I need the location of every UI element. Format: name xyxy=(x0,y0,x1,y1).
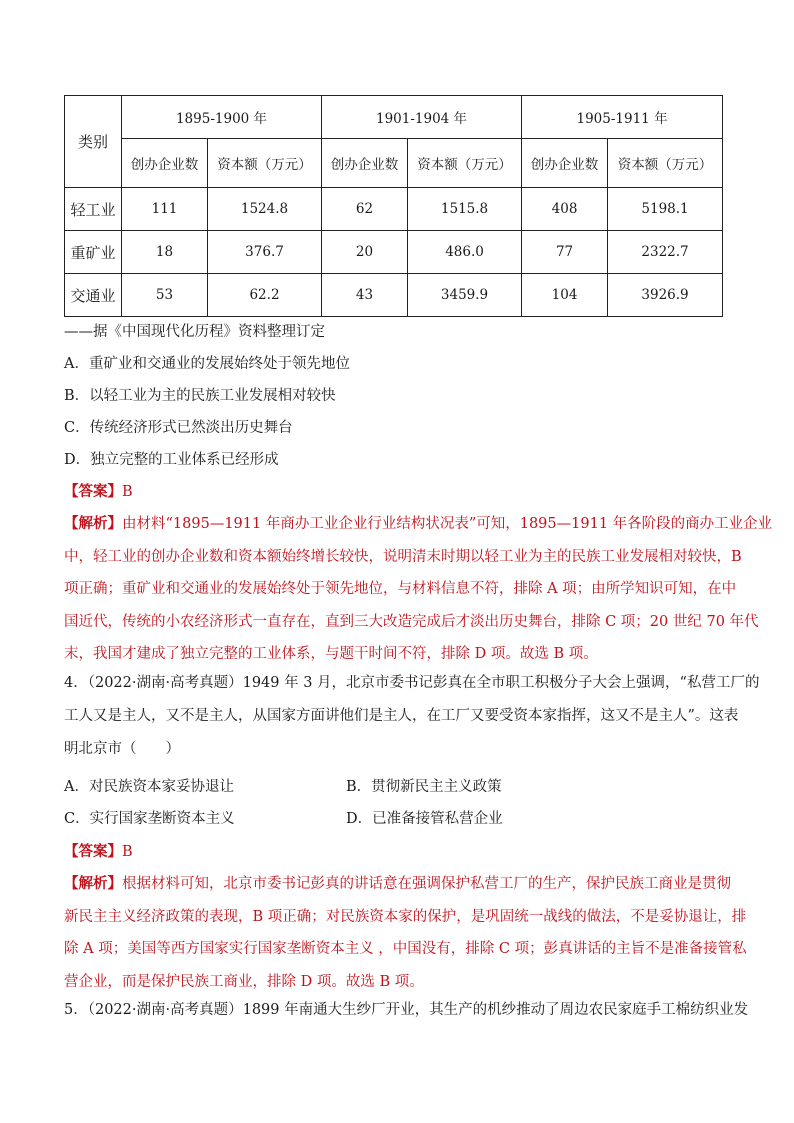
table-cell: 1524.8 xyxy=(208,188,322,231)
analysis-line: 中，轻工业的创办企业数和资本额始终增长较快，说明清末时期以轻工业为主的民族工业发展相对较快，B xyxy=(64,548,742,565)
table-cell: 20 xyxy=(322,231,408,274)
analysis-tag: 【解析】 xyxy=(64,875,122,892)
subhead-capital: 资本额（万元） xyxy=(408,139,522,188)
table-cell: 408 xyxy=(522,188,608,231)
table-cell: 62 xyxy=(322,188,408,231)
analysis-line: 新民主主义经济政策的表现，B 项正确；对民族资本家的保护，是巩固统一战线的做法，不是妥协退让，排 xyxy=(64,908,747,925)
q3-option-d: D．独立完整的工业体系已经形成 xyxy=(64,452,279,468)
analysis-line: 国近代，传统的小农经济形式一直存在，直到三大改造完成后才淡出历史舞台，排除 C 项；20 世纪 70 年代 xyxy=(64,613,759,630)
table-cell: 5198.1 xyxy=(608,188,723,231)
subhead-count: 创办企业数 xyxy=(122,139,208,188)
row-label: 交通业 xyxy=(65,274,122,317)
table-header-row-periods xyxy=(65,96,723,139)
answer-value: B xyxy=(122,844,133,860)
analysis-line: 【解析】根据材料可知，北京市委书记彭真的讲话意在强调保护私营工厂的生产，保护民族工商业是贯彻 xyxy=(64,875,731,892)
table-cell: 111 xyxy=(122,188,208,231)
industry-table xyxy=(64,95,723,317)
q3-option-a: A．重矿业和交通业的发展始终处于领先地位 xyxy=(64,356,350,372)
table-cell: 3926.9 xyxy=(608,274,723,317)
q4-stem-line: 明北京市（ ） xyxy=(64,741,180,757)
q3-analysis xyxy=(64,508,773,671)
table-cell: 53 xyxy=(122,274,208,317)
table-row xyxy=(65,274,723,317)
q3-option-c: C．传统经济形式已然淡出历史舞台 xyxy=(64,420,293,436)
table-cell: 3459.9 xyxy=(408,274,522,317)
q3-answer xyxy=(64,482,133,502)
row-label: 重矿业 xyxy=(65,231,122,274)
table-cell: 77 xyxy=(522,231,608,274)
period-header: 1901-1904 年 xyxy=(322,96,522,139)
analysis-line: 项正确；重矿业和交通业的发展始终处于领先地位，与材料信息不符，排除 A 项；由所学知识可知，在中 xyxy=(64,581,737,597)
answer-tag: 【答案】 xyxy=(64,843,122,860)
table-header-row-metrics xyxy=(65,139,723,188)
q4-option-b: B．贯彻新民主主义政策 xyxy=(346,779,502,795)
answer-tag: 【答案】 xyxy=(64,483,122,500)
analysis-line: 除 A 项；美国等西方国家实行国家垄断资本主义 ，中国没有，排除 C 项；彭真讲话的主旨不是准备接管私 xyxy=(64,941,747,957)
q4-stem-line: 4．（2022·湖南·高考真题）1949 年 3 月，北京市委书记彭真在全市职工积极分子大会上强调，“私营工厂的 xyxy=(64,675,760,691)
table-corner-cell: 类别 xyxy=(65,96,122,188)
table-source-note: ——据《中国现代化历程》资料整理订定 xyxy=(64,324,325,340)
q4-answer xyxy=(64,842,133,862)
analysis-tag: 【解析】 xyxy=(64,515,122,532)
table-cell: 376.7 xyxy=(208,231,322,274)
subhead-count: 创办企业数 xyxy=(522,139,608,188)
subhead-count: 创办企业数 xyxy=(322,139,408,188)
analysis-line: 末，我国才建成了独立完整的工业体系，与题干时间不符，排除 D 项。故选 B 项。 xyxy=(64,646,598,662)
q4-analysis xyxy=(64,868,747,998)
q3-option-b: B．以轻工业为主的民族工业发展相对较快 xyxy=(64,388,336,404)
table-cell: 104 xyxy=(522,274,608,317)
table-cell: 2322.7 xyxy=(608,231,723,274)
answer-value: B xyxy=(122,484,133,500)
table-cell: 486.0 xyxy=(408,231,522,274)
row-label: 轻工业 xyxy=(65,188,122,231)
period-header: 1905-1911 年 xyxy=(522,96,723,139)
subhead-capital: 资本额（万元） xyxy=(608,139,723,188)
analysis-line: 营企业，而是保护民族工商业，排除 D 项。故选 B 项。 xyxy=(64,973,424,990)
q4-option-c: C．实行国家垄断资本主义 xyxy=(64,811,235,827)
q4-option-a: A．对民族资本家妥协退让 xyxy=(64,779,234,795)
analysis-line: 【解析】由材料“1895—1911 年商办工业企业行业结构状况表”可知，1895—1911 年各阶段的商办工业企业 xyxy=(64,515,773,532)
table-row xyxy=(65,231,723,274)
q4-option-d: D．已准备接管私营企业 xyxy=(346,811,503,827)
q4-stem-line: 工人又是主人，又不是主人，从国家方面讲他们是主人，在工厂又要受资本家指挥，这又不是主人”。这表 xyxy=(64,708,739,724)
table-cell: 43 xyxy=(322,274,408,317)
table-cell: 18 xyxy=(122,231,208,274)
period-header: 1895-1900 年 xyxy=(122,96,322,139)
table-row xyxy=(65,188,723,231)
table-cell: 1515.8 xyxy=(408,188,522,231)
subhead-capital: 资本额（万元） xyxy=(208,139,322,188)
table-cell: 62.2 xyxy=(208,274,322,317)
q5-stem-line: 5．（2022·湖南·高考真题）1899 年南通大生纱厂开业，其生产的机纱推动了周边农民家庭手工棉纺织业发 xyxy=(64,1002,749,1018)
